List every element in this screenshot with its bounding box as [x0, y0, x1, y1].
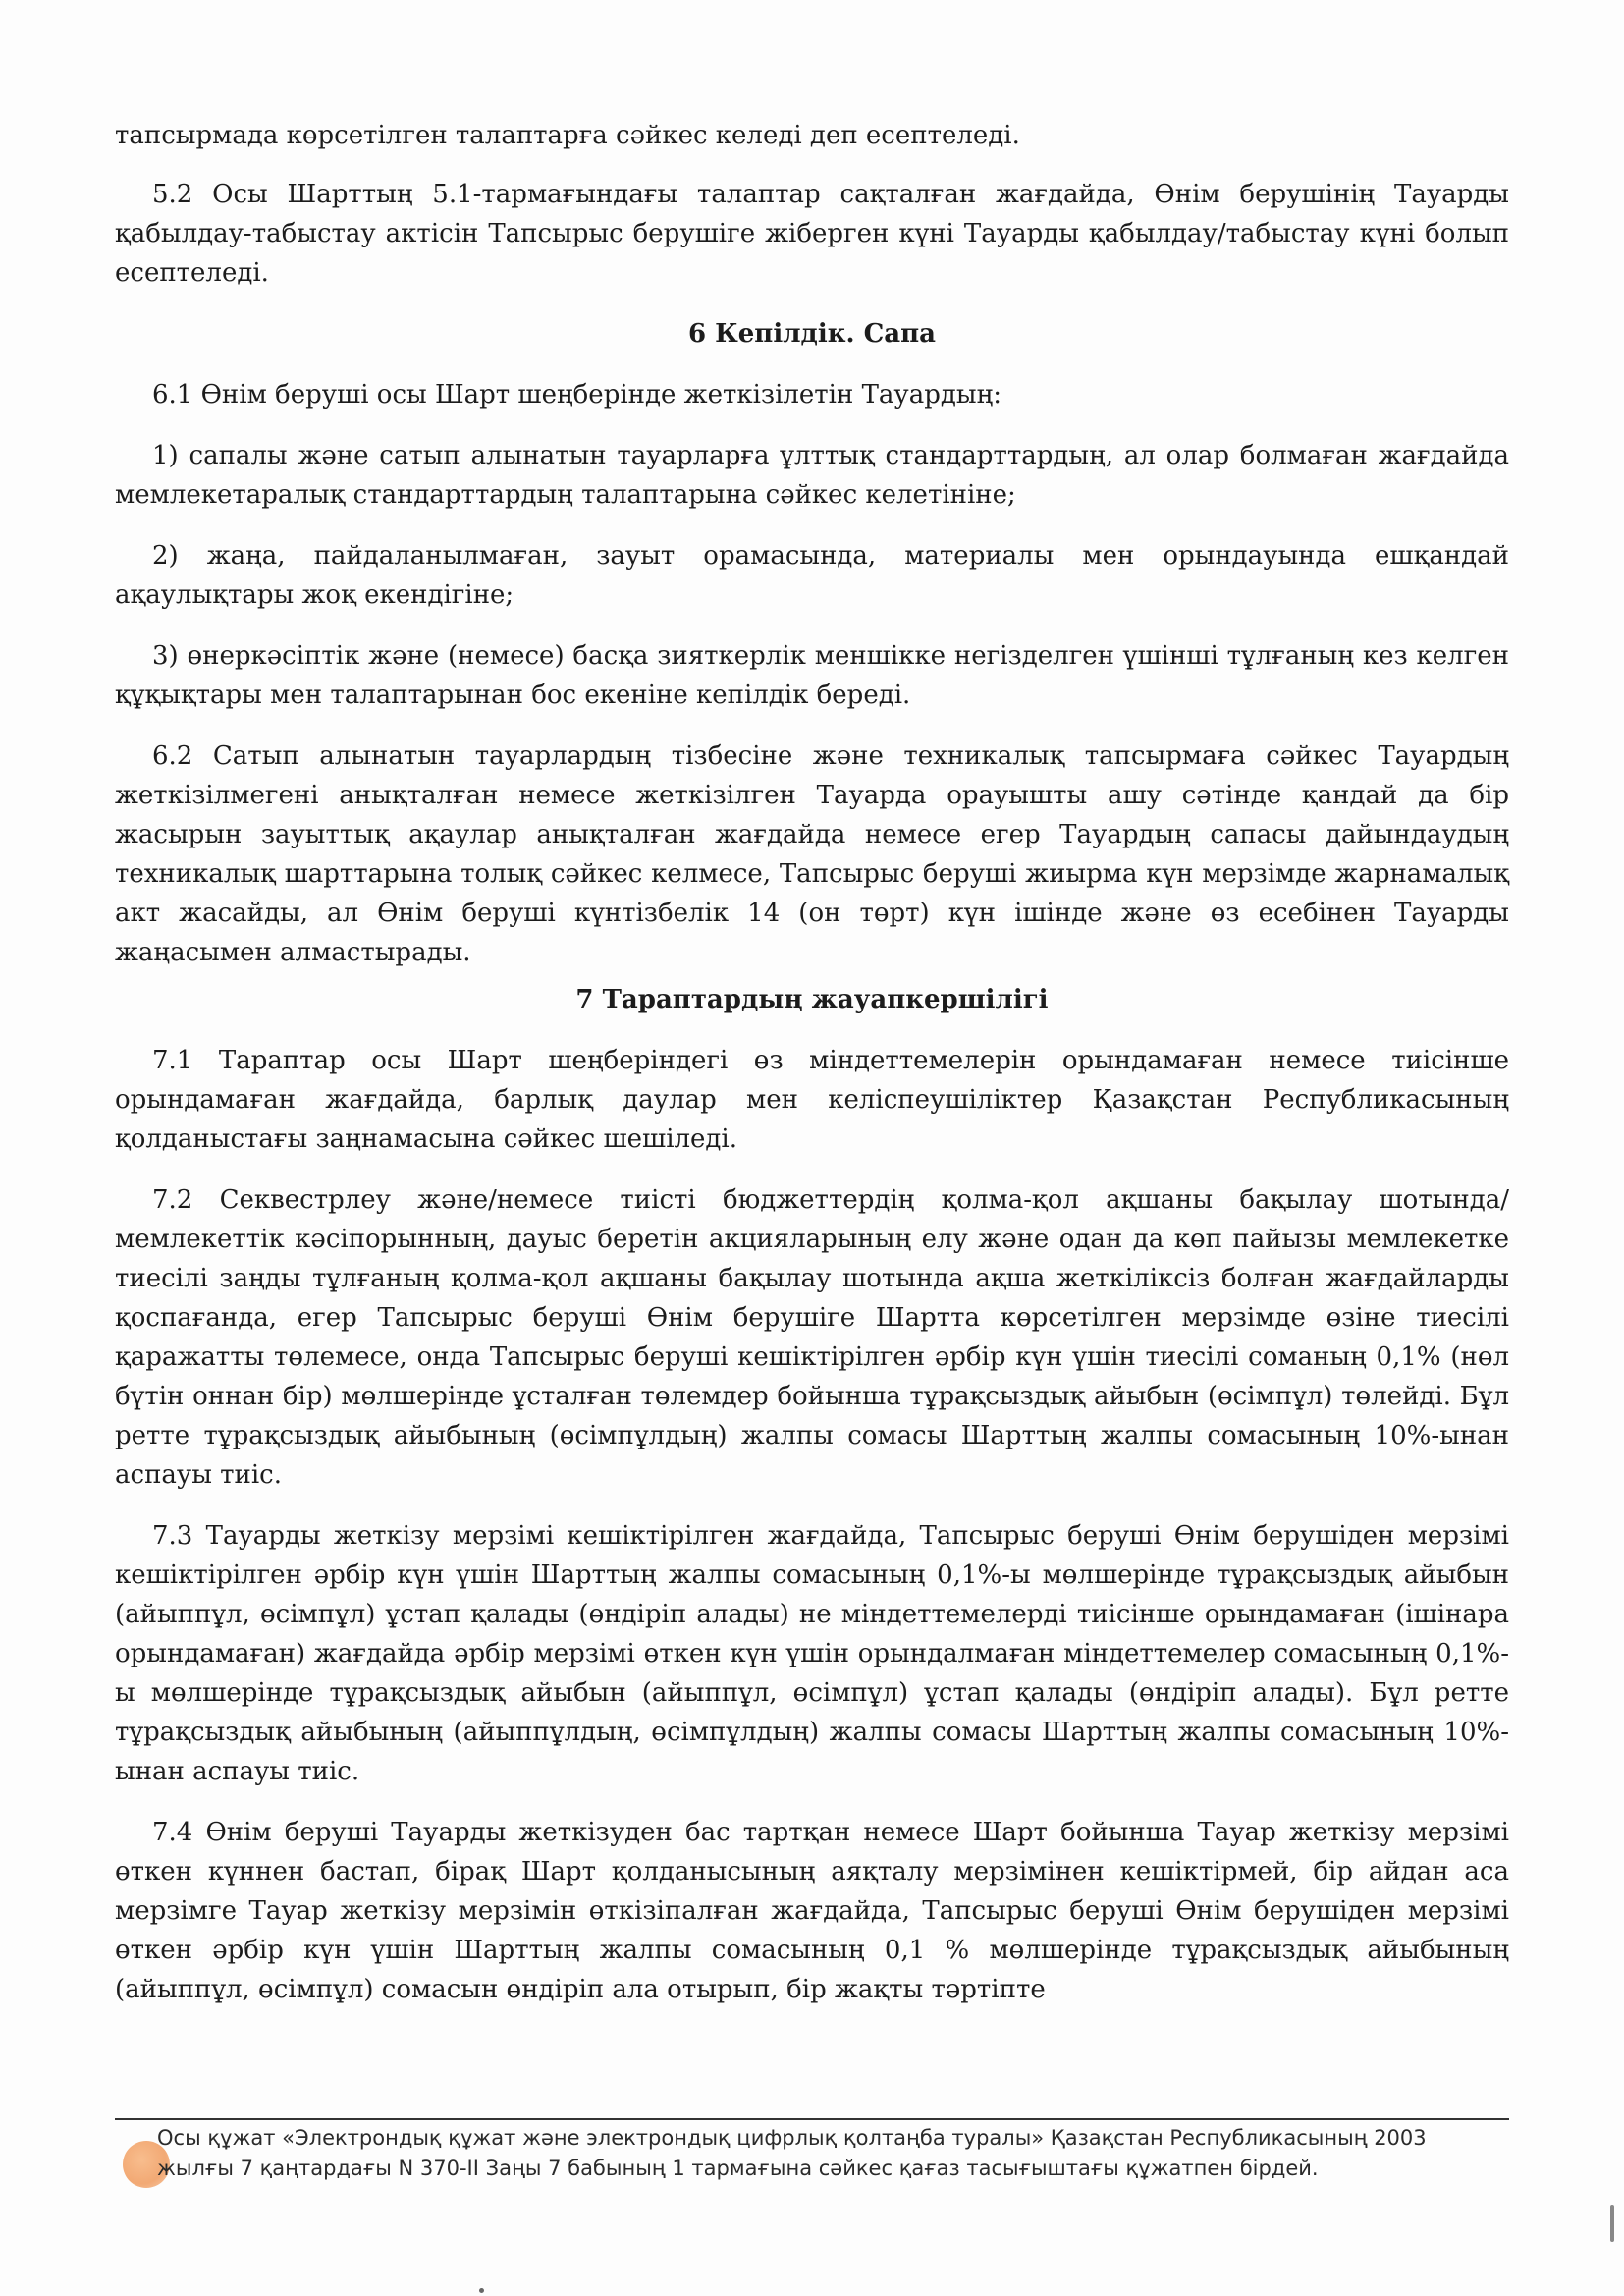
section-6-heading: 6 Кепілдік. Сапа — [687, 319, 937, 349]
scan-edge-mark — [1610, 2205, 1614, 2242]
clause-5-2: 5.2 Осы Шарттың 5.1-тармағындағы талаптар сақталған жағдайда, Өнім берушінің Тауарды қабылдау-табыстау актісін Тапсырыс берушіге жіберген күні Тауарды қабылдау/табыстау күні болып есептеледі. — [115, 180, 1509, 288]
clause-6-1: 6.1 Өнім беруші осы Шарт шеңберінде жеткізілетін Тауардың: — [152, 380, 1002, 410]
clause-7-4: 7.4 Өнім беруші Тауарды жеткізуден бас тартқан немесе Шарт бойынша Тауар жеткізу мерзімі өткен күннен бастап, бірақ Шарт қолданысының аяқталу мерзімінен кешіктірмей, бір айдан аса мерзімге Тауар жеткізу мерзімін өткізіпалған жағдайда, Тапсырыс беруші Өнім берушіден мерзімі өткен әрбір күн үшін Шарттың жалпы сомасының 0,1 % мөлшерінде тұрақсыздық айыбының (айыппұл, өсімпұл) сомасын өндіріп ала отырып, бір жақты тәртіпте — [115, 1818, 1509, 2004]
clause-7-1: 7.1 Тараптар осы Шарт шеңберіндегі өз міндеттемелерін орындамаған немесе тиісінше орындамаған жағдайда, барлық даулар мен келіспеушіліктер Қазақстан Республикасының қолданыстағы заңнамасына сәйкес шешіледі. — [115, 1046, 1509, 1154]
section-7-heading: 7 Тараптардың жауапкершілігі — [575, 985, 1049, 1014]
document-body — [115, 116, 1509, 2031]
continuation-text: тапсырмада көрсетілген талаптарға сәйкес келеді деп есептеледі. — [115, 121, 1020, 150]
footer-note: Осы құжат «Электрондық құжат және электрондық цифрлық қолтаңба туралы» Қазақстан Республикасының 2003 жылғы 7 қаңтардағы N 370-II Заңы 7 бабының 1 тармағына сәйкес қағаз тасығыштағы құжатпен бірдей. — [157, 2126, 1427, 2180]
footer-divider — [115, 2118, 1509, 2120]
clause-6-1-item-3: 3) өнеркәсіптік және (немесе) басқа зияткерлік меншікке негізделген үшінші тұлғаның кез келген құқықтары мен талаптарынан бос екеніне кепілдік береді. — [115, 641, 1509, 710]
scan-dot-mark — [479, 2288, 484, 2293]
clause-7-2: 7.2 Секвестрлеу және/немесе тиісті бюджеттердің қолма-қол ақшаны бақылау шотында/мемлекеттік кәсіпорынның, дауыс беретін акцияларының елу және одан да көп пайызы мемлекетке тиесілі заңды тұлғаның қолма-қол ақшаны бақылау шотында ақша жеткіліксіз болған жағдайларды қоспағанда, егер Тапсырыс беруші Өнім берушіге Шартта көрсетілген мерзімде өзіне тиесілі қаражатты төлемесе, онда Тапсырыс беруші кешіктірілген әрбір күн үшін тиесілі соманың 0,1% (нөл бүтін оннан бір) мөлшерінде ұсталған төлемдер бойынша тұрақсыздық айыбын (өсімпұл) төлейді. Бұл ретте тұрақсыздық айыбының (өсімпұлдың) жалпы сомасы Шарттың жалпы сомасының 10%-ынан аспауы тиіс. — [115, 1185, 1509, 1490]
clause-7-3: 7.3 Тауарды жеткізу мерзімі кешіктірілген жағдайда, Тапсырыс беруші Өнім берушіден мерзімі кешіктірілген әрбір күн үшін Шарттың жалпы сомасының 0,1%-ы мөлшерінде тұрақсыздық айыбын (айыппұл, өсімпұл) ұстап қалады (өндіріп алады) не міндеттемелерді тиісінше орындамаған (ішінара орындамаған) жағдайда әрбір мерзімі өткен күн үшін орындалмаған міндеттемелер сомасының 0,1%-ы мөлшерінде тұрақсыздық айыбын (айыппұл, өсімпұл) ұстап қалады (өндіріп алады). Бұл ретте тұрақсыздық айыбының (айыппұлдың, өсімпұлдың) жалпы сомасы Шарттың жалпы сомасының 10%-ынан аспауы тиіс. — [115, 1521, 1509, 1786]
clause-6-1-item-1: 1) сапалы және сатып алынатын тауарларға ұлттық стандарттардың, ал олар болмаған жағдайда мемлекетаралық стандарттардың талаптарына сәйкес келетініне; — [115, 441, 1509, 510]
clause-6-1-item-2: 2) жаңа, пайдаланылмаған, зауыт орамасында, материалы мен орындауында ешқандай ақаулықтары жоқ екендігіне; — [115, 541, 1509, 610]
clause-6-2: 6.2 Сатып алынатын тауарлардың тізбесіне және техникалық тапсырмаға сәйкес Тауардың жеткізілмегені анықталған немесе жеткізілген Тауарда орауышты ашу сәтінде қандай да бір жасырын зауыттық ақаулар анықталған жағдайда немесе егер Тауардың сапасы дайындаудың техникалық шарттарына толық сәйкес келмесе, Тапсырыс беруші жиырма күн мерзімде жарнамалық акт жасайды, ал Өнім беруші күнтізбелік 14 (он төрт) күн ішінде және өз есебінен Тауарды жаңасымен алмастырады. — [115, 741, 1509, 967]
